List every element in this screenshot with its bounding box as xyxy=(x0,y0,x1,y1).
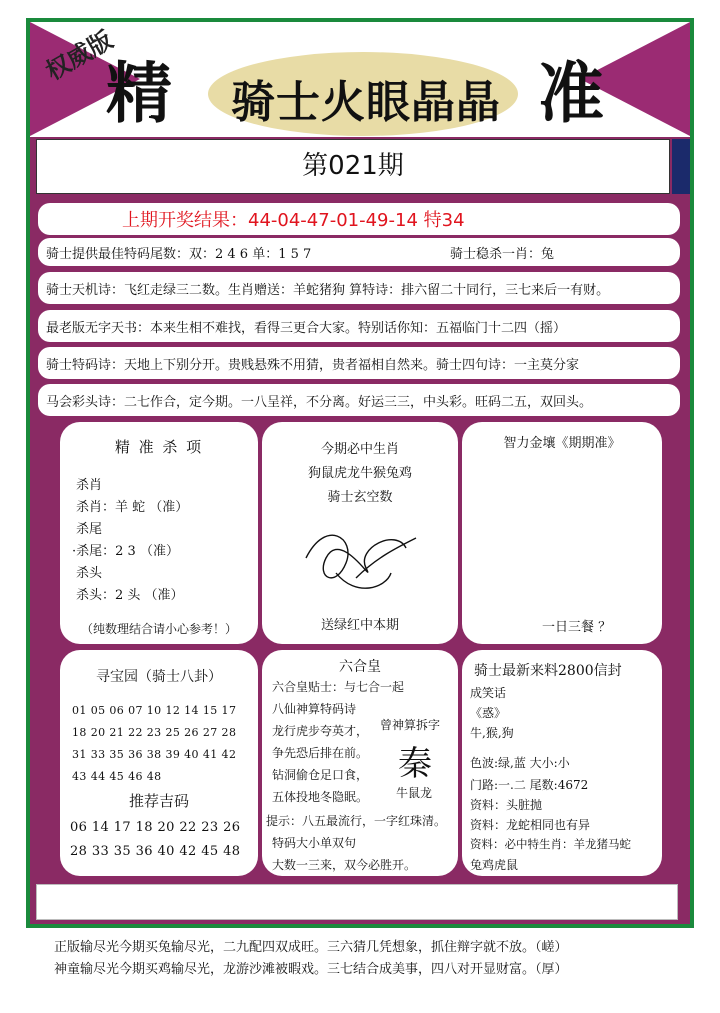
footer-line-2: 神童输尽光今期买鸡输尽光，龙游沙滩被暇戏。三七结合成美事，四八对开显财富。（厚） xyxy=(54,962,568,977)
kill-line: 杀头 xyxy=(76,566,103,581)
latest-line: 资料：龙蛇相同也有异 xyxy=(470,818,591,832)
latest-line: 兔鸡虎鼠 xyxy=(470,858,519,872)
zodiac-title: 今期必中生肖 xyxy=(320,442,399,457)
treasure-title: 寻宝园（骑士八卦） xyxy=(96,669,222,685)
poster-frame xyxy=(26,18,694,928)
recommend-row: 28 33 35 36 40 42 45 48 xyxy=(70,844,241,859)
six-harmony-box xyxy=(262,650,458,876)
poem-row-1 xyxy=(38,272,680,304)
lhh-hint-2: 特码大小单双句 xyxy=(272,836,357,850)
number-grid-row: 18 20 21 22 23 25 26 27 28 xyxy=(72,726,237,739)
kill-box-title: 精 准 杀 项 xyxy=(114,438,204,456)
recommend-title: 推荐吉码 xyxy=(128,792,189,810)
number-grid-row: 01 05 06 07 10 12 14 15 17 xyxy=(72,704,237,717)
zodiac-box xyxy=(262,422,458,644)
zodiac-sub: 骑士玄空数 xyxy=(327,490,393,505)
latest-line: 资料：必中特生肖：羊龙猪马蛇 xyxy=(470,837,631,851)
header xyxy=(30,22,690,137)
bottom-blank-bar xyxy=(36,884,678,920)
tail-row xyxy=(38,238,680,266)
lhh-hint: 提示：八五最流行，一字红珠清。 xyxy=(266,814,447,828)
poem-4: 马会彩头诗：二七作合，定今期。一八呈祥，不分离。好运三三，中头彩。旺码二五，双回头。 xyxy=(46,394,593,410)
left-char: 精 xyxy=(106,54,172,132)
latest-line: 牛,猴,狗 xyxy=(470,726,514,740)
kill-line: 杀肖：羊 蛇 （准） xyxy=(76,500,189,515)
number-grid-row: 31 33 35 36 38 39 40 41 42 xyxy=(72,748,237,761)
latest-line: 《惑》 xyxy=(470,706,507,720)
latest-line: 资料：头脏抛 xyxy=(470,798,543,812)
last-result: 上期开奖结果：44-04-47-01-49-14 特34 xyxy=(122,210,465,231)
kill-line: 杀尾 xyxy=(76,522,103,537)
lhh-poem-line: 钻洞偷仓足口食， xyxy=(272,768,369,782)
side-answer: 牛鼠龙 xyxy=(396,786,433,800)
brand-title: 骑士火眼晶晶 xyxy=(231,77,501,128)
latest-line: 色波:绿,蓝 大小:小 xyxy=(470,756,570,770)
lhh-poem-line: 五体投地冬隐眠。 xyxy=(272,790,369,804)
latest-line: 门路:一.二 尾数:4672 xyxy=(470,778,589,792)
poem-3: 骑士特码诗：天地上下别分开。贵贱悬殊不用猜，贵者福相自然来。骑士四句诗：一主莫分家 xyxy=(46,357,580,373)
kill-note: （纯数理结合请小心参考！） xyxy=(80,622,237,636)
lhh-poem-line: 八仙神算特码诗 xyxy=(272,702,357,716)
lhh-poem-line: 争先恐后排在前。 xyxy=(272,746,369,760)
poem-row-3 xyxy=(38,347,680,379)
zodiac-animals: 狗鼠虎龙牛猴兔鸡 xyxy=(307,466,412,481)
navy-bar xyxy=(672,139,690,194)
lhh-hint-3: 大数一三来，双今必胜开。 xyxy=(272,858,417,872)
kill-box xyxy=(60,422,258,644)
zodiac-footer: 送绿红中本期 xyxy=(320,618,399,633)
kill-line: 杀肖 xyxy=(76,478,103,493)
lhh-poem-line: 龙行虎步夸英才， xyxy=(272,724,369,738)
latest-line: 成笑话 xyxy=(470,686,507,700)
wisdom-title: 智力金壤《期期准》 xyxy=(503,436,621,451)
side-char: 秦 xyxy=(398,744,432,784)
poem-2: 最老版无字天书：本来生相不难找，看得三更合大家。特别话你知：五福临门十二四（摇） xyxy=(46,320,567,336)
treasure-box xyxy=(60,650,258,876)
kill-line: 杀头：2 头 （准） xyxy=(76,588,184,603)
tail-text: 骑士提供最佳特码尾数：双：2 4 6 单：1 5 7 xyxy=(46,246,312,262)
right-char: 准 xyxy=(538,54,604,132)
footer-line-1: 正版输尽光今期买兔输尽光，二九配四双成旺。三六猜几凭想象，抓住辩字就不放。（嵯） xyxy=(54,940,568,955)
latest-box xyxy=(462,650,662,876)
wisdom-footer: 一日三餐 ？ xyxy=(542,620,612,635)
issue-number: 第021期 xyxy=(36,139,670,194)
signature-scribble xyxy=(296,518,426,598)
wisdom-box xyxy=(462,422,662,644)
poem-row-4 xyxy=(38,384,680,416)
lhh-title: 六合皇 xyxy=(339,659,381,675)
latest-title: 骑士最新来料2800信封 xyxy=(474,663,622,679)
kill-line: ·杀尾：2 3 （准） xyxy=(72,544,179,559)
recommend-row: 06 14 17 18 20 22 23 26 xyxy=(70,820,241,835)
last-result-row xyxy=(38,203,680,235)
lhh-tip: 六合皇贴士：与七合一起 xyxy=(272,680,405,694)
authority-stamp: 权威版 xyxy=(40,24,118,86)
poem-row-2 xyxy=(38,310,680,342)
kill-one-text: 骑士稳杀一肖：兔 xyxy=(449,246,554,262)
number-grid-row: 43 44 45 46 48 xyxy=(72,770,162,783)
side-title: 曾神算拆字 xyxy=(380,718,441,732)
poem-1: 骑士天机诗：飞红走绿三二数。生肖赠送：羊蛇猪狗 算特诗：排六留二十同行，三七来后一有财。 xyxy=(46,282,610,298)
